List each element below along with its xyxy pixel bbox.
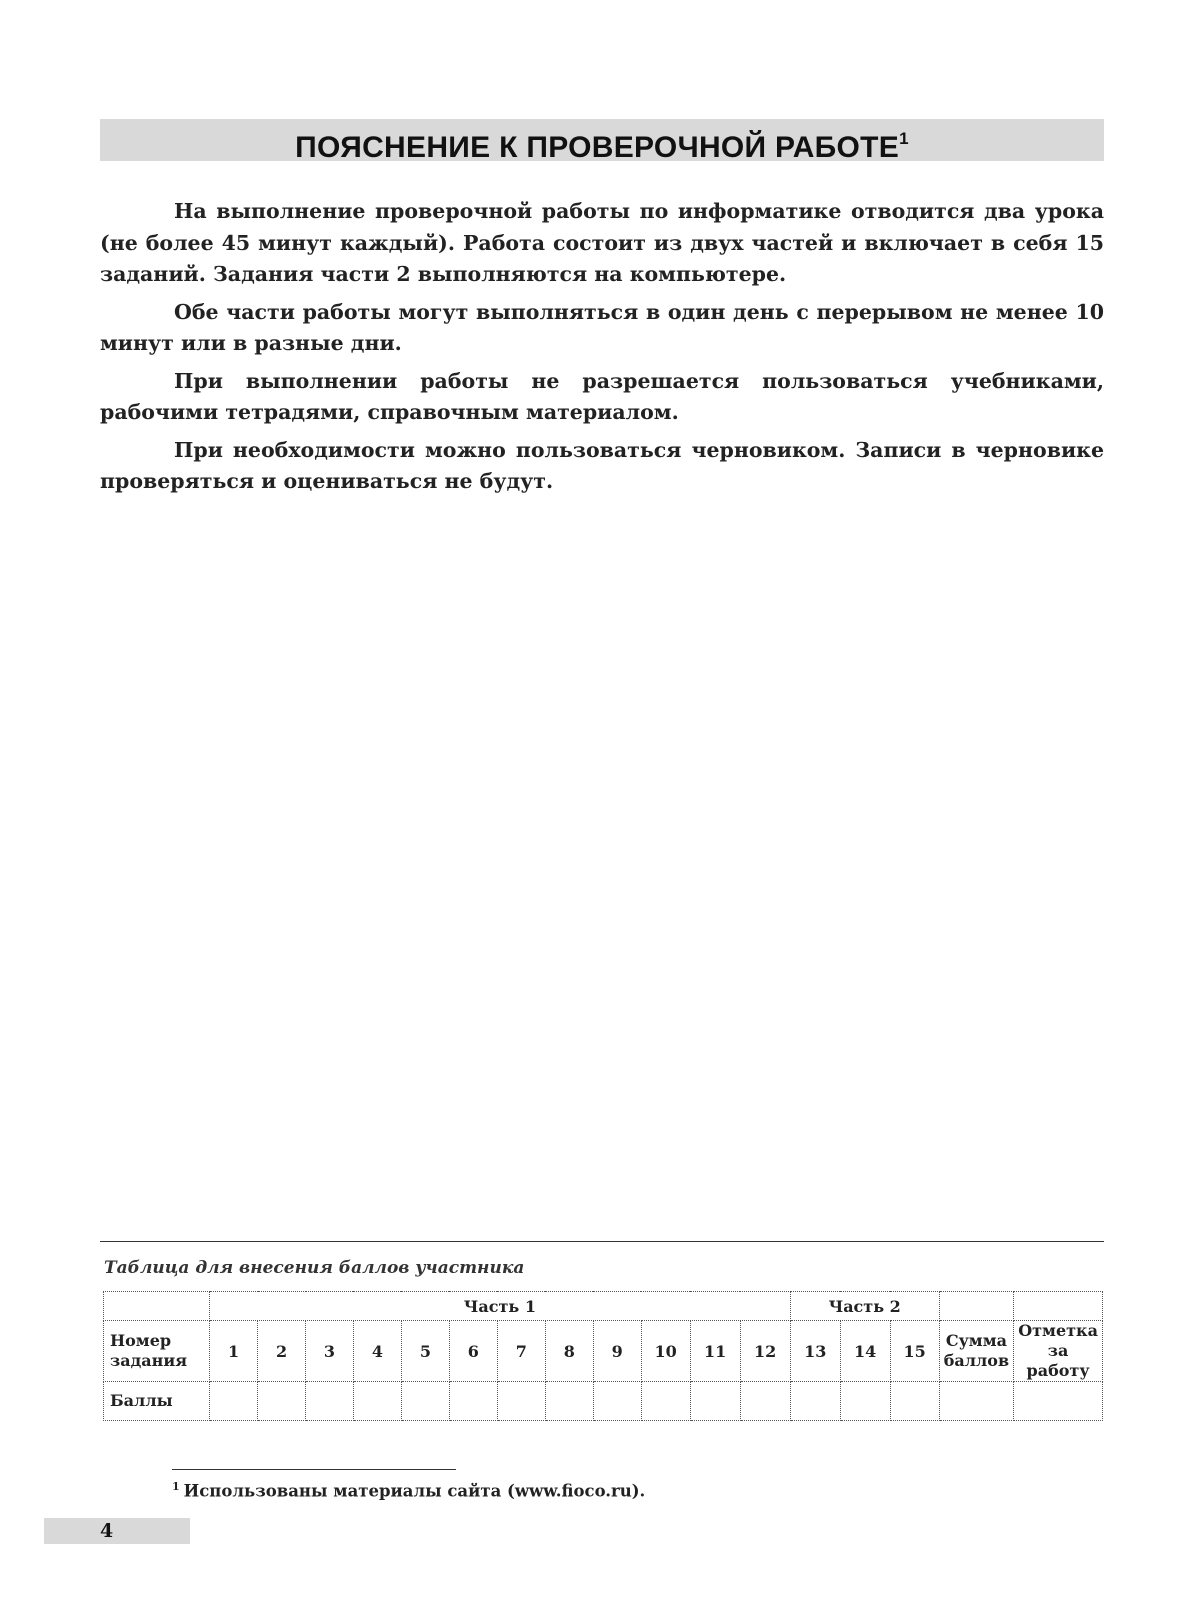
task-number: 9 — [593, 1321, 641, 1382]
task-number-label: Номер задания — [104, 1321, 210, 1382]
task-number: 1 — [210, 1321, 258, 1382]
part2-header: Часть 2 — [790, 1292, 939, 1321]
task-number: 11 — [690, 1321, 740, 1382]
score-cell[interactable] — [258, 1382, 306, 1421]
score-cell[interactable] — [740, 1382, 790, 1421]
table-row — [104, 1292, 1103, 1321]
task-number: 14 — [840, 1321, 890, 1382]
score-cell[interactable] — [449, 1382, 497, 1421]
score-label: Баллы — [104, 1382, 210, 1421]
score-cell[interactable] — [641, 1382, 690, 1421]
score-cell[interactable] — [890, 1382, 939, 1421]
score-cell[interactable] — [497, 1382, 545, 1421]
score-cell[interactable] — [593, 1382, 641, 1421]
footnote-text: Использованы материалы сайта (www.fioco.ru). — [183, 1481, 646, 1501]
score-cell[interactable] — [353, 1382, 401, 1421]
part1-header: Часть 1 — [210, 1292, 791, 1321]
score-cell[interactable] — [401, 1382, 449, 1421]
sum-cell[interactable] — [939, 1382, 1013, 1421]
task-number: 3 — [306, 1321, 354, 1382]
paragraph: На выполнение проверочной работы по информатике отводится два урока (не более 45 минут каждый). Работа состоит из двух частей и включает в себя 15 заданий. Задания части 2 выполняются на компьютере. — [100, 199, 1104, 286]
table-row — [104, 1321, 1103, 1382]
score-cell[interactable] — [790, 1382, 840, 1421]
footnote-mark: 1 — [172, 1480, 180, 1493]
score-cell[interactable] — [840, 1382, 890, 1421]
task-number: 2 — [258, 1321, 306, 1382]
score-table — [103, 1291, 1103, 1421]
explanation-text — [100, 196, 1104, 504]
paragraph: При выполнении работы не разрешается пользоваться учебниками, рабочими тетрадями, справочным материалом. — [100, 368, 1104, 424]
table-cell — [939, 1292, 1013, 1321]
sum-header: Сумма баллов — [939, 1321, 1013, 1382]
page-number-box — [44, 1518, 190, 1544]
table-caption: Таблица для внесения баллов участника — [104, 1258, 525, 1278]
paragraph: При необходимости можно пользоваться черновиком. Записи в черновике проверяться и оцениваться не будут. — [100, 437, 1104, 493]
score-cell[interactable] — [545, 1382, 593, 1421]
title-footnote-mark: 1 — [899, 129, 909, 148]
table-cell — [1014, 1292, 1103, 1321]
task-number: 8 — [545, 1321, 593, 1382]
table-cell — [104, 1292, 210, 1321]
grade-cell[interactable] — [1014, 1382, 1103, 1421]
task-number: 12 — [740, 1321, 790, 1382]
task-number: 15 — [890, 1321, 939, 1382]
task-number: 4 — [353, 1321, 401, 1382]
page-number: 4 — [100, 1520, 114, 1542]
section-divider — [100, 1241, 1104, 1242]
title-bar — [100, 119, 1104, 164]
grade-header: Отметка за работу — [1014, 1321, 1103, 1382]
score-cell[interactable] — [210, 1382, 258, 1421]
task-number: 13 — [790, 1321, 840, 1382]
paragraph: Обе части работы могут выполняться в один день с перерывом не менее 10 минут или в разные дни. — [100, 299, 1104, 355]
score-cell[interactable] — [306, 1382, 354, 1421]
task-number: 5 — [401, 1321, 449, 1382]
task-number: 10 — [641, 1321, 690, 1382]
footnote-divider — [172, 1469, 456, 1470]
page-title: ПОЯСНЕНИЕ К ПРОВЕРОЧНОЙ РАБОТЕ$^1$ — [295, 129, 909, 164]
table-row — [104, 1382, 1103, 1421]
task-number: 6 — [449, 1321, 497, 1382]
score-cell[interactable] — [690, 1382, 740, 1421]
task-number: 7 — [497, 1321, 545, 1382]
footnote — [172, 1480, 645, 1501]
